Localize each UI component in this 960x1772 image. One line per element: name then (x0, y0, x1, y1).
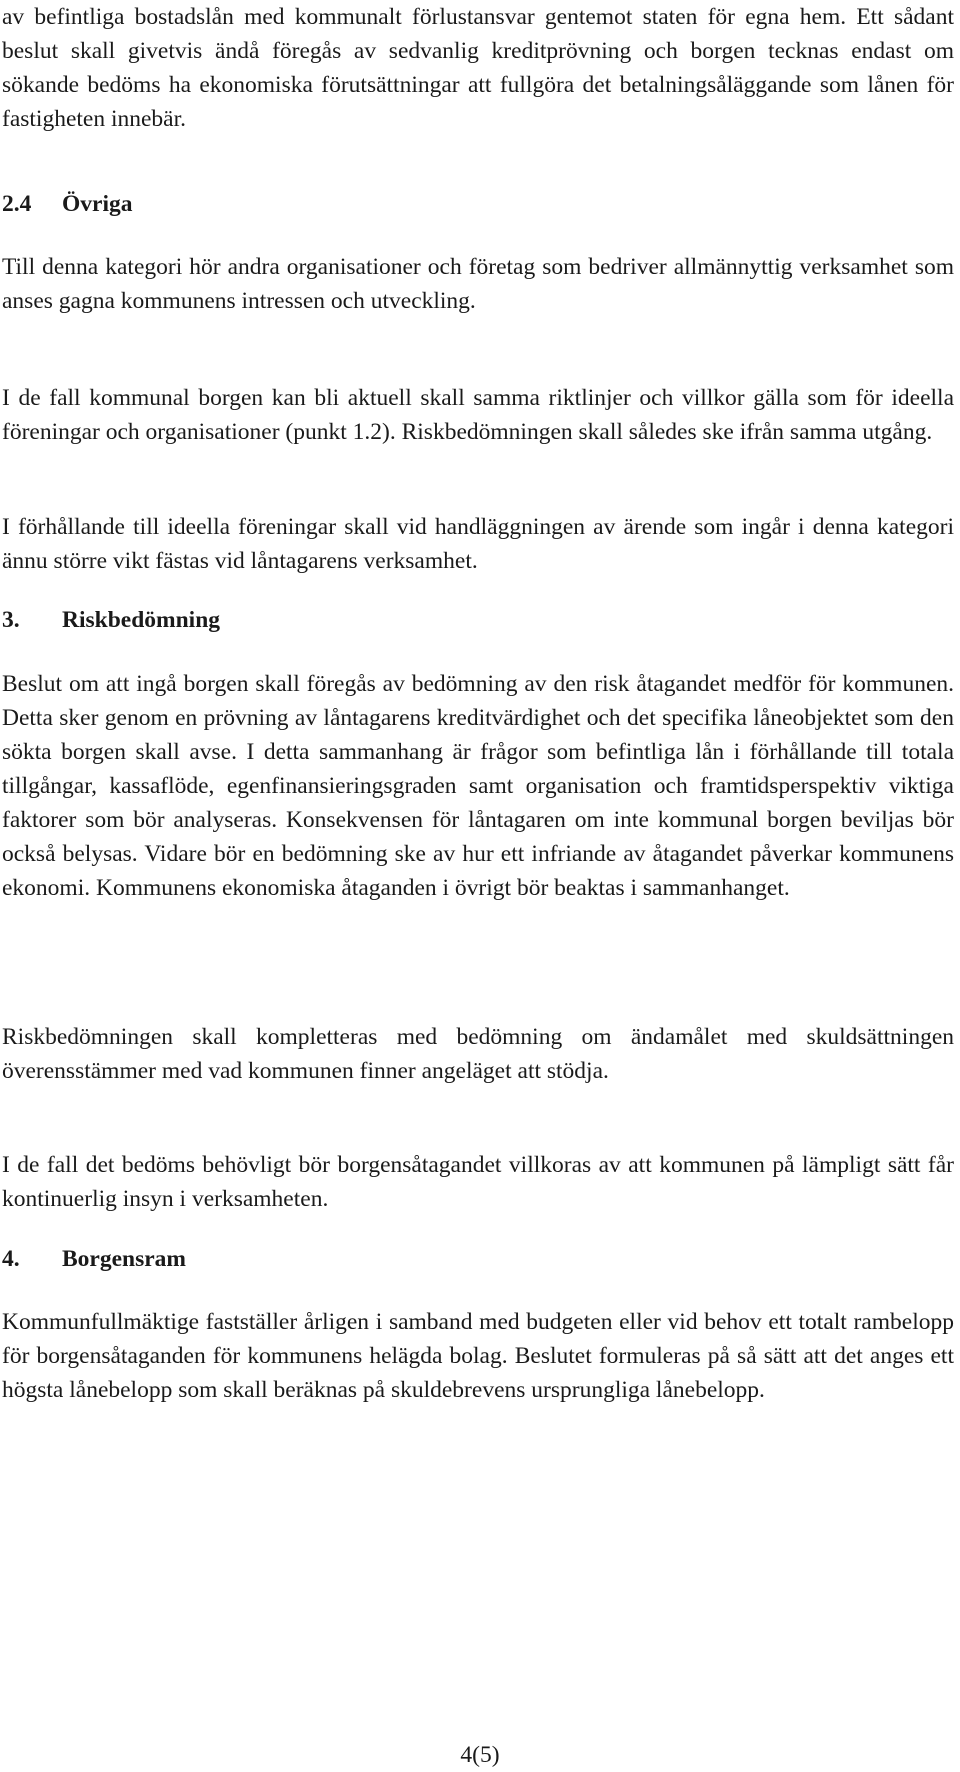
section-number: 4. (2, 1246, 20, 1272)
section-title: Övriga (62, 191, 133, 217)
section-title: Riskbedömning (62, 607, 221, 633)
section-heading-2-4 (2, 187, 133, 221)
page-number: 4(5) (460, 1742, 500, 1768)
section-title: Borgensram (62, 1246, 187, 1272)
intro-paragraph: av befintliga bostadslån med kommunalt förlustansvar gentemot staten för egna hem. Ett sådant beslut skall givetvis ändå föregås av sedvanlig kreditprövning och borgen tecknas endast om sökande bedöms ha ekonomiska förutsättningar att fullgöra det betalningsåläggande som lånen för fastigheten innebär. (2, 4, 954, 132)
paragraph: Beslut om att ingå borgen skall föregås av bedömning av den risk åtagandet medför för kommunen. Detta sker genom en prövning av låntagarens kreditvärdighet och det specifika låneobjektet som den sökta borgen skall avse. I detta sammanhang är frågor som befintliga lån i förhållande till totala tillgångar, kassaflöde, egenfinansieringsgraden samt organisation och framtidsperspektiv viktiga faktorer som bör analyseras. Konsekvensen för låntagaren om inte kommunal borgen beviljas bör också belysas. Vidare bör en bedömning ske av hur ett infriande av åtagandet påverkar kommunens ekonomi. Kommunens ekonomiska åtaganden i övrigt bör beaktas i sammanhanget. (2, 671, 954, 901)
paragraph: I de fall kommunal borgen kan bli aktuell skall samma riktlinjer och villkor gälla som för ideella föreningar och organisationer (punkt 1.2). Riskbedömningen skall således ske ifrån samma utgång. (2, 385, 954, 445)
section-number: 3. (2, 607, 20, 633)
paragraph: I de fall det bedöms behövligt bör borgensåtagandet villkoras av att kommunen på lämpligt sätt får kontinuerlig insyn i verksamheten. (2, 1152, 954, 1212)
paragraph: Till denna kategori hör andra organisationer och företag som bedriver allmännyttig verksamhet som anses gagna kommunens intressen och utveckling. (2, 254, 954, 314)
paragraph: I förhållande till ideella föreningar skall vid handläggningen av ärende som ingår i denna kategori ännu större vikt fästas vid låntagarens verksamhet. (2, 514, 954, 574)
section-heading-3 (2, 603, 220, 637)
paragraph: Riskbedömningen skall kompletteras med bedömning om ändamålet med skuldsättningen överensstämmer med vad kommunen finner angeläget att stödja. (2, 1024, 954, 1084)
section-number: 2.4 (2, 191, 32, 217)
paragraph: Kommunfullmäktige fastställer årligen i samband med budgeten eller vid behov ett totalt rambelopp för borgensåtaganden för kommunens helägda bolag. Beslutet formuleras på så sätt att det anges ett högsta lånebelopp som skall beräknas på skuldebrevens ursprungliga lånebelopp. (2, 1309, 954, 1403)
section-heading-4 (2, 1242, 186, 1276)
